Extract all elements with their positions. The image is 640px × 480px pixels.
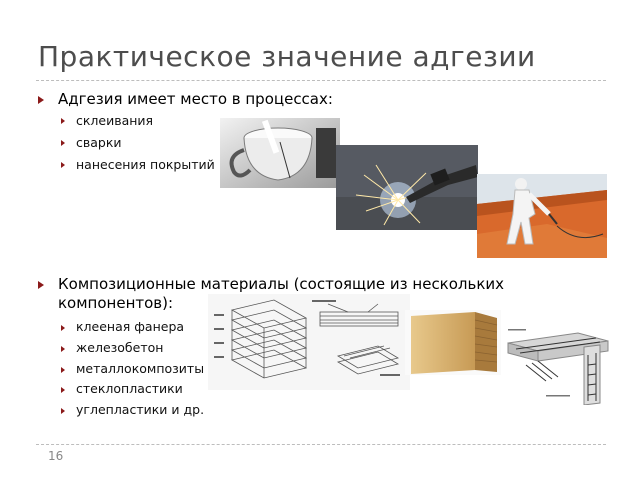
slide-number: 16 xyxy=(48,449,64,463)
welding-sparks-photo xyxy=(336,145,478,230)
sub-bullet-marker xyxy=(61,140,65,146)
top-divider xyxy=(36,80,606,81)
sub-bullet-marker xyxy=(61,325,65,331)
list-item: железобетон xyxy=(76,340,164,355)
glued-cup-photo xyxy=(220,118,340,188)
section2-heading: Композиционные материалы (состоящие из нескольких компонентов): xyxy=(58,275,505,312)
list-item: сварки xyxy=(76,135,122,150)
slide-title: Практическое значение адгезии xyxy=(38,40,536,73)
reinforced-concrete-diagram xyxy=(506,325,612,405)
list-item: нанесения покрытий xyxy=(76,157,215,172)
bullet-marker xyxy=(38,281,44,289)
sub-bullet-marker xyxy=(61,387,65,393)
list-item: металлокомпозиты xyxy=(76,361,205,376)
sub-bullet-marker xyxy=(61,346,65,352)
sub-bullet-marker xyxy=(61,118,65,124)
list-item: клееная фанера xyxy=(76,319,185,334)
list-item: углепластики и др. xyxy=(76,402,205,417)
coating-worker-photo xyxy=(477,174,607,258)
sub-bullet-marker xyxy=(61,408,65,414)
plywood-photo xyxy=(405,310,501,375)
bullet-marker xyxy=(38,96,44,104)
composite-layers-diagram xyxy=(208,294,410,390)
bottom-divider xyxy=(36,444,606,445)
sub-bullet-marker xyxy=(61,162,65,168)
list-item: склеивания xyxy=(76,113,154,128)
list-item: стеклопластики xyxy=(76,381,183,396)
sub-bullet-marker xyxy=(61,367,65,373)
section1-heading: Адгезия имеет место в процессах: xyxy=(58,90,333,108)
